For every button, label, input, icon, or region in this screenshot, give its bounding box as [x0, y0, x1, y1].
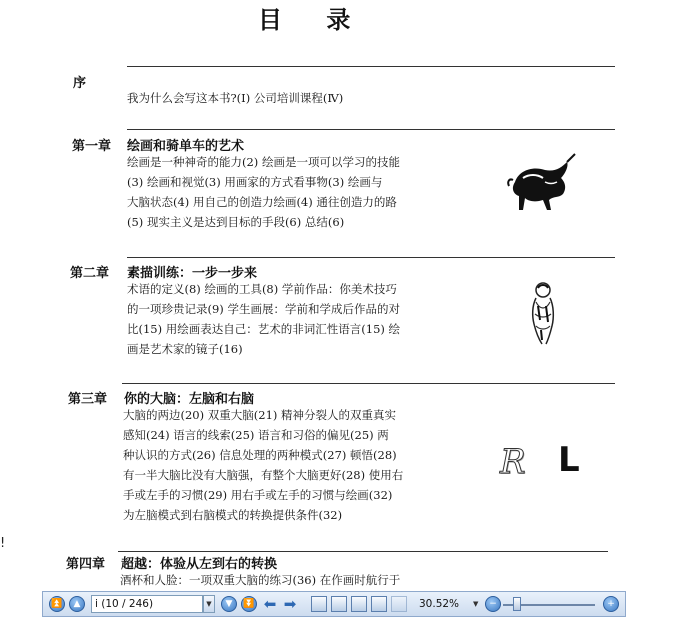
chapter-3-entries: [123, 405, 461, 525]
chapter-4-entries: [120, 570, 460, 590]
toc-line: 大脑状态(4) 用自己的创造力绘画(4) 通往创造力的路: [127, 195, 397, 209]
single-page-icon[interactable]: [311, 596, 327, 612]
chapter-4-rule: [118, 551, 608, 552]
chapter-2-entries: [127, 279, 465, 359]
toc-line: 感知(24) 语言的线索(25) 语言和习俗的偏见(25) 两: [123, 428, 389, 442]
toc-line: 的一项珍贵记录(9) 学生画展：学前和学成后作品的对: [127, 302, 400, 316]
toc-line: 为左脑模式到右脑模式的转换提供条件(32): [123, 508, 343, 522]
toc-line: 种认识的方式(26) 信息处理的两种模式(27) 顿悟(28): [123, 448, 397, 462]
toc-line: (5) 现实主义是达到目标的手段(6) 总结(6): [127, 215, 345, 229]
first-page-icon[interactable]: ⏫: [49, 596, 65, 612]
preface-label: 序: [73, 76, 87, 91]
last-page-icon[interactable]: ⏬: [241, 596, 257, 612]
toc-line: 绘画是一种神奇的能力(2) 绘画是一项可以学习的技能: [127, 155, 400, 169]
two-page-icon[interactable]: [351, 596, 367, 612]
zoom-in-icon[interactable]: +: [603, 596, 619, 612]
toc-line: (3) 绘画和视觉(3) 用画家的方式看事物(3) 绘画与: [127, 175, 383, 189]
chapter-4-title: 超越：体验从左到右的转换: [121, 557, 278, 572]
chapter-2-label: 第二章: [70, 266, 110, 281]
toc-line: 比(15) 用绘画表达自己：艺术的非词汇性语言(15) 绘: [127, 322, 401, 336]
chapter-3-label: 第三章: [68, 392, 108, 407]
chapter-2-title: 素描训练：一步一步来: [127, 266, 258, 281]
next-page-icon[interactable]: ▼: [221, 596, 237, 612]
fit-page-icon[interactable]: [391, 596, 407, 612]
toc-line: 手或左手的习惯(29) 用右手或左手的习惯与绘画(32): [123, 488, 393, 502]
chapter-1-rule: [127, 129, 615, 130]
toc-line: 术语的定义(8) 绘画的工具(8) 学前作品：你美术技巧: [127, 282, 397, 296]
chapter-2-rule: [127, 257, 615, 258]
letter-l: L: [558, 440, 580, 480]
fit-width-icon[interactable]: [371, 596, 387, 612]
page-dropdown-chevron-icon[interactable]: ▼: [203, 595, 215, 613]
left-right-letters-illustration: [500, 440, 590, 490]
chapter-1-label: 第一章: [72, 139, 112, 154]
preface-line: 我为什么会写这本书?(Ⅰ) 公司培训课程(Ⅳ): [127, 91, 344, 105]
continuous-icon[interactable]: [331, 596, 347, 612]
toc-line: 有一半大脑比没有大脑强，有整个大脑更好(28) 使用右: [123, 468, 404, 482]
toc-line: 酒杯和人脸：一项双重大脑的练习(36) 在作画时航行于: [120, 573, 401, 587]
viewer-toolbar: [42, 591, 626, 617]
chapter-3-rule: [122, 383, 615, 384]
toc-line: 大脑的两边(20) 双重大脑(21) 精神分裂人的双重真实: [123, 408, 397, 422]
zoom-slider-thumb[interactable]: [513, 597, 521, 611]
zoom-level[interactable]: 30.52%: [419, 598, 460, 610]
chapter-1-entries: [127, 152, 465, 232]
page-title: 目 录: [258, 5, 369, 34]
page-number-input[interactable]: i (10 / 246): [91, 595, 203, 613]
toc-line: 画是艺术家的镜子(16): [127, 342, 243, 356]
chapter-1-title: 绘画和骑单车的艺术: [127, 139, 245, 154]
zoom-dropdown-chevron-icon[interactable]: ▼: [473, 600, 479, 608]
previous-page-icon[interactable]: ▲: [69, 596, 85, 612]
forward-icon[interactable]: ➡: [283, 595, 297, 613]
bull-illustration: [505, 152, 577, 214]
figure-illustration: [526, 280, 560, 346]
zoom-out-icon[interactable]: −: [485, 596, 501, 612]
chapter-4-label: 第四章: [66, 557, 106, 572]
letter-r: R: [500, 442, 526, 482]
margin-mark: !: [0, 536, 6, 551]
preface-rule: [127, 66, 615, 67]
back-icon[interactable]: ⬅: [263, 595, 277, 613]
chapter-3-title: 你的大脑：左脑和右脑: [124, 392, 255, 407]
